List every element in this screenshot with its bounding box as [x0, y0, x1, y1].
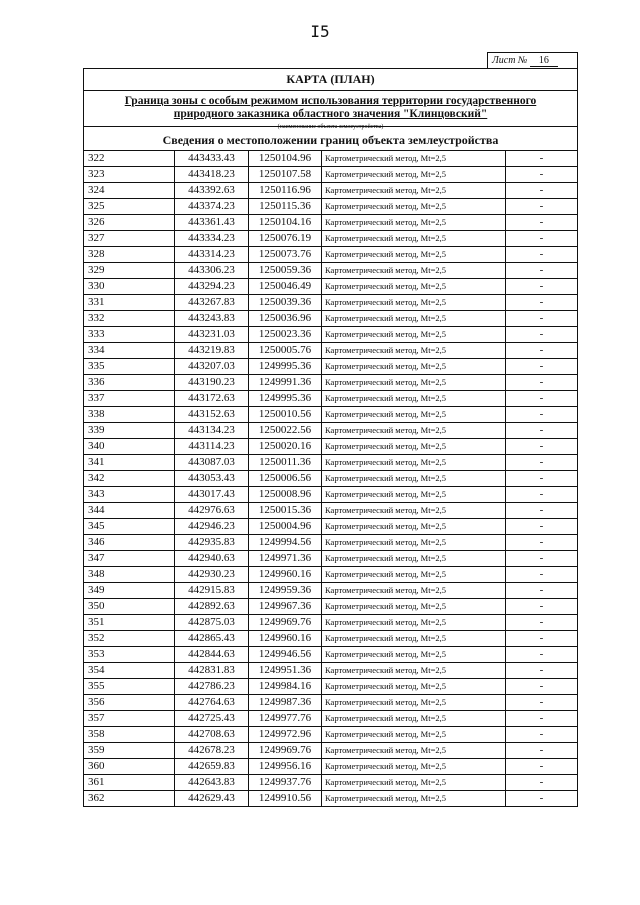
- method-cell: Картометрический метод, Mt=2,5: [322, 343, 506, 359]
- point-number-cell: 324: [84, 183, 175, 199]
- coord-x-cell: 442892.63: [175, 599, 249, 615]
- coord-y-cell: 1249960.16: [249, 567, 322, 583]
- point-number-cell: 350: [84, 599, 175, 615]
- coord-x-cell: 443306.23: [175, 263, 249, 279]
- method-cell: Картометрический метод, Mt=2,5: [322, 391, 506, 407]
- method-cell: Картометрический метод, Mt=2,5: [322, 423, 506, 439]
- point-number-cell: 360: [84, 759, 175, 775]
- coord-y-cell: 1250011.36: [249, 455, 322, 471]
- table-row: [84, 503, 577, 519]
- description-cell: -: [506, 631, 578, 647]
- point-number-cell: 332: [84, 311, 175, 327]
- coordinates-table-body: [84, 151, 577, 806]
- table-row: [84, 263, 577, 279]
- point-number-cell: 323: [84, 167, 175, 183]
- coord-x-cell: 443114.23: [175, 439, 249, 455]
- description-cell: -: [506, 615, 578, 631]
- coord-y-cell: 1249959.36: [249, 583, 322, 599]
- description-cell: -: [506, 327, 578, 343]
- table-row: [84, 535, 577, 551]
- coord-x-cell: 443207.03: [175, 359, 249, 375]
- point-number-cell: 342: [84, 471, 175, 487]
- point-number-cell: 353: [84, 647, 175, 663]
- description-cell: -: [506, 759, 578, 775]
- description-cell: -: [506, 247, 578, 263]
- table-row: [84, 439, 577, 455]
- point-number-cell: 359: [84, 743, 175, 759]
- description-cell: -: [506, 279, 578, 295]
- coordinates-table: [84, 151, 577, 806]
- method-cell: Картометрический метод, Mt=2,5: [322, 183, 506, 199]
- coord-x-cell: 443418.23: [175, 167, 249, 183]
- description-cell: -: [506, 599, 578, 615]
- coord-y-cell: 1249910.56: [249, 791, 322, 807]
- method-cell: Картометрический метод, Mt=2,5: [322, 519, 506, 535]
- coord-x-cell: 443190.23: [175, 375, 249, 391]
- point-number-cell: 322: [84, 151, 175, 167]
- point-number-cell: 362: [84, 791, 175, 807]
- coord-x-cell: 442935.83: [175, 535, 249, 551]
- description-cell: -: [506, 199, 578, 215]
- point-number-cell: 329: [84, 263, 175, 279]
- section-title: Сведения о местоположении границ объекта землеустройства: [84, 127, 577, 151]
- table-row: [84, 599, 577, 615]
- point-number-cell: 348: [84, 567, 175, 583]
- table-row: [84, 359, 577, 375]
- document-frame: [83, 68, 578, 807]
- object-name-block: [84, 91, 577, 130]
- point-number-cell: 355: [84, 679, 175, 695]
- coord-x-cell: 443361.43: [175, 215, 249, 231]
- point-number-cell: 357: [84, 711, 175, 727]
- method-cell: Картометрический метод, Mt=2,5: [322, 247, 506, 263]
- description-cell: -: [506, 423, 578, 439]
- description-cell: -: [506, 791, 578, 807]
- coord-x-cell: 442725.43: [175, 711, 249, 727]
- method-cell: Картометрический метод, Mt=2,5: [322, 663, 506, 679]
- description-cell: -: [506, 583, 578, 599]
- coord-x-cell: 442946.23: [175, 519, 249, 535]
- table-row: [84, 375, 577, 391]
- point-number-cell: 336: [84, 375, 175, 391]
- coord-x-cell: 442764.63: [175, 695, 249, 711]
- coord-x-cell: 442629.43: [175, 791, 249, 807]
- point-number-cell: 352: [84, 631, 175, 647]
- method-cell: Картометрический метод, Mt=2,5: [322, 679, 506, 695]
- point-number-cell: 334: [84, 343, 175, 359]
- coord-y-cell: 1250104.16: [249, 215, 322, 231]
- description-cell: -: [506, 535, 578, 551]
- table-row: [84, 151, 577, 167]
- object-name-caption: (наименование объекта землеустройства): [277, 124, 384, 130]
- description-cell: -: [506, 679, 578, 695]
- table-row: [84, 471, 577, 487]
- table-row: [84, 407, 577, 423]
- description-cell: -: [506, 295, 578, 311]
- description-cell: -: [506, 711, 578, 727]
- table-row: [84, 311, 577, 327]
- description-cell: -: [506, 311, 578, 327]
- point-number-cell: 349: [84, 583, 175, 599]
- coord-y-cell: 1250006.56: [249, 471, 322, 487]
- coord-y-cell: 1250004.96: [249, 519, 322, 535]
- coord-y-cell: 1249991.36: [249, 375, 322, 391]
- description-cell: -: [506, 695, 578, 711]
- method-cell: Картометрический метод, Mt=2,5: [322, 503, 506, 519]
- description-cell: -: [506, 407, 578, 423]
- table-row: [84, 199, 577, 215]
- coord-y-cell: 1249987.36: [249, 695, 322, 711]
- description-cell: -: [506, 151, 578, 167]
- table-row: [84, 567, 577, 583]
- table-row: [84, 391, 577, 407]
- point-number-cell: 328: [84, 247, 175, 263]
- method-cell: Картометрический метод, Mt=2,5: [322, 455, 506, 471]
- coord-x-cell: 443219.83: [175, 343, 249, 359]
- coord-x-cell: 443087.03: [175, 455, 249, 471]
- coord-x-cell: 443314.23: [175, 247, 249, 263]
- point-number-cell: 343: [84, 487, 175, 503]
- point-number-cell: 356: [84, 695, 175, 711]
- coord-y-cell: 1250059.36: [249, 263, 322, 279]
- coord-x-cell: 443243.83: [175, 311, 249, 327]
- coord-y-cell: 1250046.49: [249, 279, 322, 295]
- method-cell: Картометрический метод, Mt=2,5: [322, 439, 506, 455]
- coord-x-cell: 443374.23: [175, 199, 249, 215]
- coord-y-cell: 1249956.16: [249, 759, 322, 775]
- description-cell: -: [506, 439, 578, 455]
- description-cell: -: [506, 263, 578, 279]
- method-cell: Картометрический метод, Mt=2,5: [322, 551, 506, 567]
- table-row: [84, 327, 577, 343]
- table-row: [84, 487, 577, 503]
- sheet-label: Лист №: [492, 55, 528, 66]
- description-cell: -: [506, 743, 578, 759]
- point-number-cell: 331: [84, 295, 175, 311]
- table-row: [84, 295, 577, 311]
- point-number-cell: 327: [84, 231, 175, 247]
- point-number-cell: 333: [84, 327, 175, 343]
- point-number-cell: 354: [84, 663, 175, 679]
- point-number-cell: 347: [84, 551, 175, 567]
- table-row: [84, 663, 577, 679]
- method-cell: Картометрический метод, Mt=2,5: [322, 327, 506, 343]
- point-number-cell: 338: [84, 407, 175, 423]
- coord-x-cell: 443267.83: [175, 295, 249, 311]
- table-row: [84, 519, 577, 535]
- description-cell: -: [506, 231, 578, 247]
- point-number-cell: 345: [84, 519, 175, 535]
- description-cell: -: [506, 503, 578, 519]
- coord-y-cell: 1250015.36: [249, 503, 322, 519]
- coord-y-cell: 1249951.36: [249, 663, 322, 679]
- method-cell: Картометрический метод, Mt=2,5: [322, 231, 506, 247]
- description-cell: -: [506, 471, 578, 487]
- coord-y-cell: 1250073.76: [249, 247, 322, 263]
- coord-y-cell: 1249967.36: [249, 599, 322, 615]
- description-cell: -: [506, 183, 578, 199]
- table-row: [84, 647, 577, 663]
- description-cell: -: [506, 215, 578, 231]
- table-row: [84, 727, 577, 743]
- coord-y-cell: 1249937.76: [249, 775, 322, 791]
- table-row: [84, 231, 577, 247]
- coord-y-cell: 1249969.76: [249, 615, 322, 631]
- method-cell: Картометрический метод, Mt=2,5: [322, 359, 506, 375]
- point-number-cell: 361: [84, 775, 175, 791]
- coord-x-cell: 443334.23: [175, 231, 249, 247]
- table-row: [84, 455, 577, 471]
- method-cell: Картометрический метод, Mt=2,5: [322, 583, 506, 599]
- point-number-cell: 351: [84, 615, 175, 631]
- coord-y-cell: 1250116.96: [249, 183, 322, 199]
- table-row: [84, 423, 577, 439]
- coord-y-cell: 1250036.96: [249, 311, 322, 327]
- coord-y-cell: 1249994.56: [249, 535, 322, 551]
- coord-y-cell: 1250115.36: [249, 199, 322, 215]
- description-cell: -: [506, 359, 578, 375]
- object-name-line1: Граница зоны с особым режимом использования территории государственного: [124, 95, 537, 107]
- method-cell: Картометрический метод, Mt=2,5: [322, 775, 506, 791]
- coord-y-cell: 1250020.16: [249, 439, 322, 455]
- coord-y-cell: 1250005.76: [249, 343, 322, 359]
- method-cell: Картометрический метод, Mt=2,5: [322, 791, 506, 807]
- coord-x-cell: 442678.23: [175, 743, 249, 759]
- description-cell: -: [506, 391, 578, 407]
- table-row: [84, 247, 577, 263]
- description-cell: -: [506, 519, 578, 535]
- page-number: I5: [310, 22, 330, 41]
- table-row: [84, 167, 577, 183]
- coord-y-cell: 1249995.36: [249, 391, 322, 407]
- coord-x-cell: 443053.43: [175, 471, 249, 487]
- point-number-cell: 335: [84, 359, 175, 375]
- description-cell: -: [506, 567, 578, 583]
- coord-x-cell: 443172.63: [175, 391, 249, 407]
- coord-x-cell: 442865.43: [175, 631, 249, 647]
- method-cell: Картометрический метод, Mt=2,5: [322, 711, 506, 727]
- method-cell: Картометрический метод, Mt=2,5: [322, 615, 506, 631]
- description-cell: -: [506, 343, 578, 359]
- table-row: [84, 711, 577, 727]
- coord-x-cell: 442659.83: [175, 759, 249, 775]
- table-row: [84, 551, 577, 567]
- method-cell: Картометрический метод, Mt=2,5: [322, 215, 506, 231]
- description-cell: -: [506, 487, 578, 503]
- coord-x-cell: 442976.63: [175, 503, 249, 519]
- coord-x-cell: 442930.23: [175, 567, 249, 583]
- method-cell: Картометрический метод, Mt=2,5: [322, 631, 506, 647]
- point-number-cell: 358: [84, 727, 175, 743]
- table-row: [84, 215, 577, 231]
- method-cell: Картометрический метод, Mt=2,5: [322, 295, 506, 311]
- table-row: [84, 775, 577, 791]
- coord-y-cell: 1249984.16: [249, 679, 322, 695]
- table-row: [84, 631, 577, 647]
- table-row: [84, 615, 577, 631]
- coord-y-cell: 1249972.96: [249, 727, 322, 743]
- coord-y-cell: 1249969.76: [249, 743, 322, 759]
- point-number-cell: 346: [84, 535, 175, 551]
- sheet-number: 16: [530, 55, 558, 67]
- coord-y-cell: 1249946.56: [249, 647, 322, 663]
- table-row: [84, 583, 577, 599]
- table-row: [84, 279, 577, 295]
- point-number-cell: 326: [84, 215, 175, 231]
- coord-x-cell: 443294.23: [175, 279, 249, 295]
- table-row: [84, 759, 577, 775]
- point-number-cell: 325: [84, 199, 175, 215]
- method-cell: Картометрический метод, Mt=2,5: [322, 407, 506, 423]
- method-cell: Картометрический метод, Mt=2,5: [322, 567, 506, 583]
- coord-x-cell: 443392.63: [175, 183, 249, 199]
- description-cell: -: [506, 455, 578, 471]
- coord-x-cell: 442844.63: [175, 647, 249, 663]
- method-cell: Картометрический метод, Mt=2,5: [322, 263, 506, 279]
- description-cell: -: [506, 647, 578, 663]
- coord-y-cell: 1250023.36: [249, 327, 322, 343]
- coord-y-cell: 1250104.96: [249, 151, 322, 167]
- coord-x-cell: 442831.83: [175, 663, 249, 679]
- method-cell: Картометрический метод, Mt=2,5: [322, 647, 506, 663]
- description-cell: -: [506, 775, 578, 791]
- table-row: [84, 791, 577, 807]
- coord-x-cell: 443152.63: [175, 407, 249, 423]
- coord-x-cell: 443017.43: [175, 487, 249, 503]
- method-cell: Картометрический метод, Mt=2,5: [322, 279, 506, 295]
- point-number-cell: 340: [84, 439, 175, 455]
- coord-x-cell: 442875.03: [175, 615, 249, 631]
- description-cell: -: [506, 727, 578, 743]
- method-cell: Картометрический метод, Mt=2,5: [322, 167, 506, 183]
- point-number-cell: 344: [84, 503, 175, 519]
- coord-y-cell: 1249960.16: [249, 631, 322, 647]
- coord-x-cell: 443231.03: [175, 327, 249, 343]
- description-cell: -: [506, 551, 578, 567]
- table-row: [84, 695, 577, 711]
- method-cell: Картометрический метод, Mt=2,5: [322, 311, 506, 327]
- document-title: КАРТА (ПЛАН): [84, 69, 577, 91]
- table-row: [84, 679, 577, 695]
- method-cell: Картометрический метод, Mt=2,5: [322, 487, 506, 503]
- coord-y-cell: 1250008.96: [249, 487, 322, 503]
- coord-y-cell: 1249977.76: [249, 711, 322, 727]
- description-cell: -: [506, 663, 578, 679]
- coord-y-cell: 1250107.58: [249, 167, 322, 183]
- point-number-cell: 337: [84, 391, 175, 407]
- table-row: [84, 743, 577, 759]
- method-cell: Картометрический метод, Mt=2,5: [322, 695, 506, 711]
- description-cell: -: [506, 375, 578, 391]
- coord-y-cell: 1250076.19: [249, 231, 322, 247]
- method-cell: Картометрический метод, Mt=2,5: [322, 375, 506, 391]
- coord-x-cell: 442940.63: [175, 551, 249, 567]
- method-cell: Картометрический метод, Mt=2,5: [322, 599, 506, 615]
- method-cell: Картометрический метод, Mt=2,5: [322, 151, 506, 167]
- point-number-cell: 339: [84, 423, 175, 439]
- coord-y-cell: 1250022.56: [249, 423, 322, 439]
- sheet-number-box: [487, 52, 578, 68]
- coord-x-cell: 442708.63: [175, 727, 249, 743]
- coord-x-cell: 442786.23: [175, 679, 249, 695]
- table-row: [84, 183, 577, 199]
- coord-y-cell: 1249995.36: [249, 359, 322, 375]
- coord-y-cell: 1250039.36: [249, 295, 322, 311]
- coord-y-cell: 1250010.56: [249, 407, 322, 423]
- point-number-cell: 341: [84, 455, 175, 471]
- coord-x-cell: 443134.23: [175, 423, 249, 439]
- description-cell: -: [506, 167, 578, 183]
- point-number-cell: 330: [84, 279, 175, 295]
- coord-x-cell: 442915.83: [175, 583, 249, 599]
- method-cell: Картометрический метод, Mt=2,5: [322, 743, 506, 759]
- coord-y-cell: 1249971.36: [249, 551, 322, 567]
- object-name-line2: природного заказника областного значения "Клинцовский": [173, 108, 488, 120]
- table-row: [84, 343, 577, 359]
- coord-x-cell: 442643.83: [175, 775, 249, 791]
- method-cell: Картометрический метод, Mt=2,5: [322, 727, 506, 743]
- method-cell: Картометрический метод, Mt=2,5: [322, 535, 506, 551]
- coord-x-cell: 443433.43: [175, 151, 249, 167]
- method-cell: Картометрический метод, Mt=2,5: [322, 471, 506, 487]
- method-cell: Картометрический метод, Mt=2,5: [322, 199, 506, 215]
- method-cell: Картометрический метод, Mt=2,5: [322, 759, 506, 775]
